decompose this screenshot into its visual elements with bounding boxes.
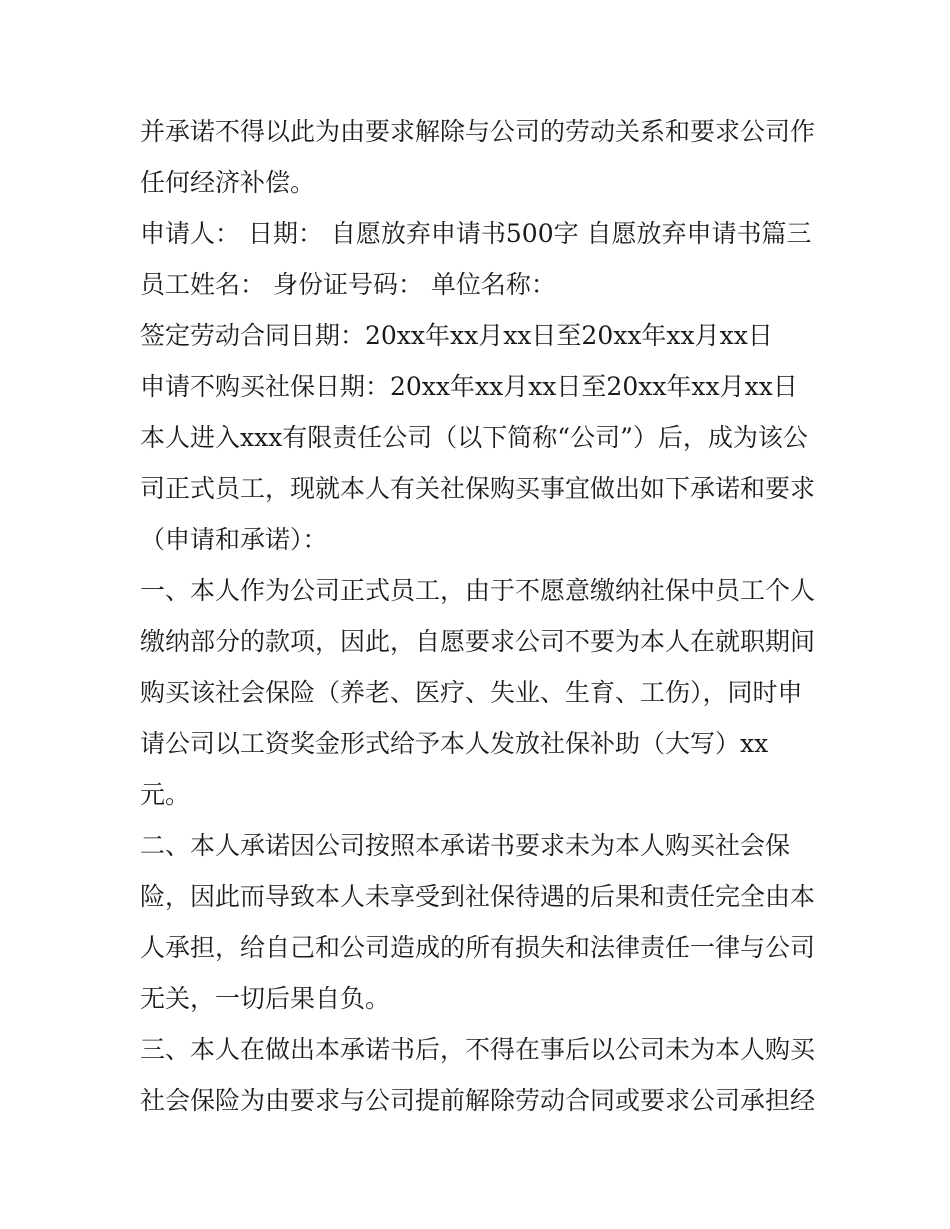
text-line: 一、本人作为公司正式员工，由于不愿意缴纳社保中员工个人 xyxy=(140,576,816,605)
text-line: 购买该社会保险（养老、医疗、失业、生育、工伤），同时申 xyxy=(140,678,803,707)
text-line: 三、本人在做出本承诺书后，不得在事后以公司未为本人购买 xyxy=(140,1035,816,1064)
document-body xyxy=(140,106,820,1126)
text-line: 申请不购买社保日期：20xx年xx月xx日至20xx年xx月xx日 xyxy=(140,372,798,401)
text-line: 司正式员工，现就本人有关社保购买事宜做出如下承诺和要求 xyxy=(140,474,816,503)
text-line: 请公司以工资奖金形式给予本人发放社保补助（大写）xx xyxy=(140,729,769,758)
text-line: 本人进入xxx有限责任公司（以下简称“公司”）后，成为该公 xyxy=(140,423,808,452)
text-line: 社会保险为由要求与公司提前解除劳动合同或要求公司承担经 xyxy=(140,1086,816,1115)
text-line: 缴纳部分的款项，因此，自愿要求公司不要为本人在就职期间 xyxy=(140,627,816,656)
text-line: 并承诺不得以此为由要求解除与公司的劳动关系和要求公司作 xyxy=(140,117,816,146)
text-line: 员工姓名： 身份证号码： 单位名称： xyxy=(140,270,556,299)
text-line: 二、本人承诺因公司按照本承诺书要求未为本人购买社会保 xyxy=(140,831,791,860)
text-line: 无关，一切后果自负。 xyxy=(140,984,391,1013)
text-line: 险，因此而导致本人未享受到社保待遇的后果和责任完全由本 xyxy=(140,882,816,911)
text-line: （申请和承诺）： xyxy=(140,525,328,554)
text-line: 元。 xyxy=(140,780,191,809)
text-line: 任何经济补偿。 xyxy=(140,168,316,197)
text-line: 申请人： 日期： 自愿放弃申请书500字 自愿放弃申请书篇三 xyxy=(140,219,812,248)
text-line: 签定劳动合同日期：20xx年xx月xx日至20xx年xx月xx日 xyxy=(140,321,773,350)
text-line: 人承担，给自己和公司造成的所有损失和法律责任一律与公司 xyxy=(140,933,816,962)
